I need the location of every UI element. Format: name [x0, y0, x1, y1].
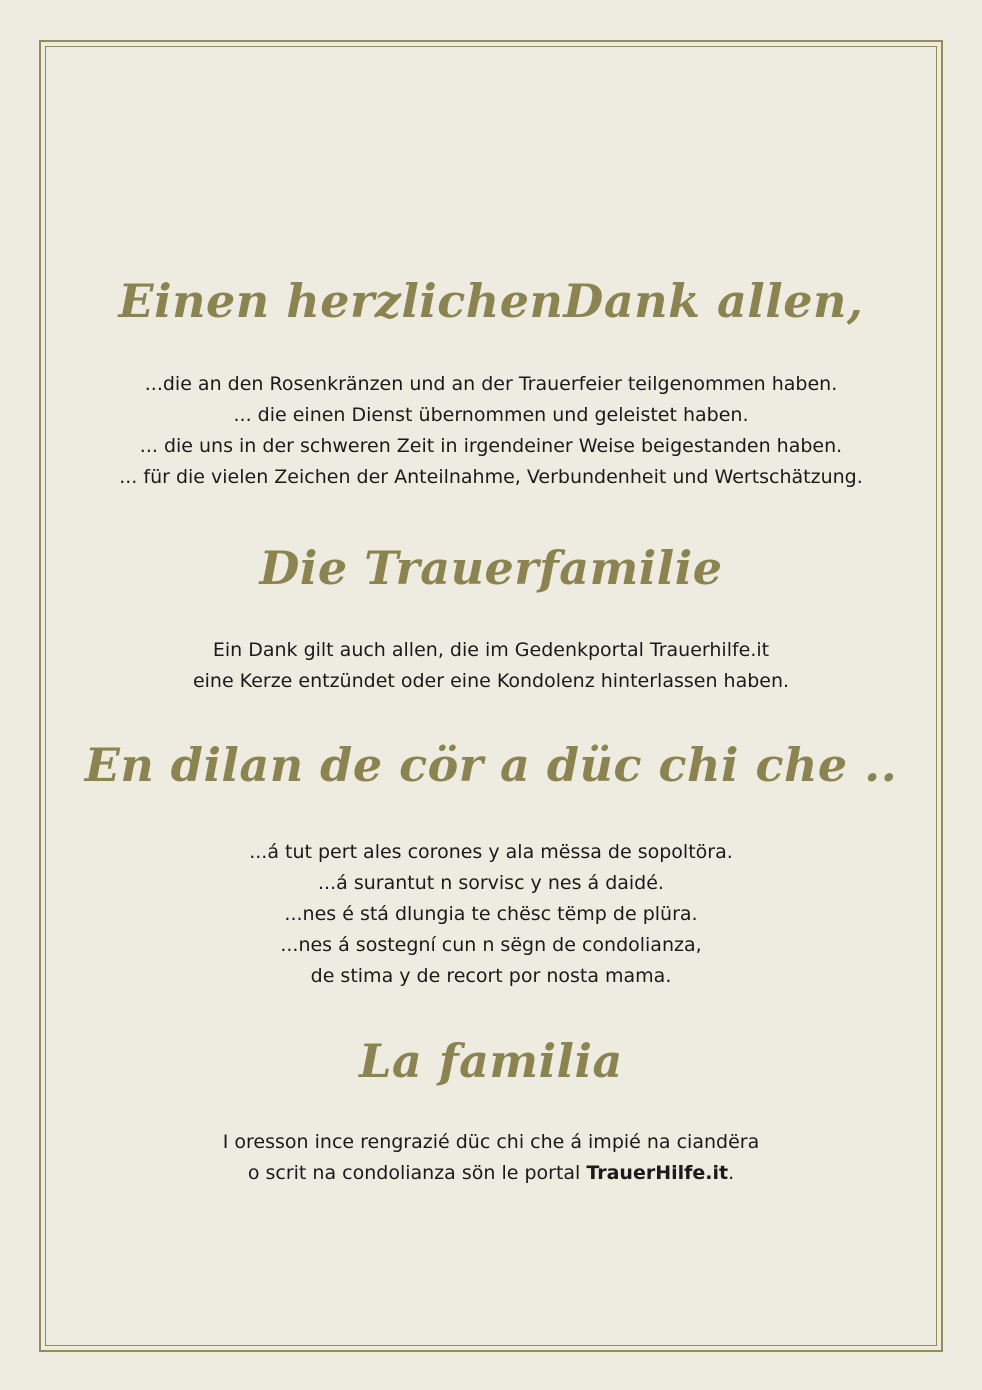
list-item: ...die an den Rosenkränzen und an der Trauerfeier teilgenommen haben. [144, 373, 838, 395]
heading-german-family: Die Trauerfamilie [259, 541, 723, 595]
ladin-portal-note [0, 1127, 982, 1189]
list-item: Ein Dank gilt auch allen, die im Gedenkportal Trauerhilfe.it [212, 639, 770, 661]
list-item: ... für die vielen Zeichen der Anteilnahme, Verbundenheit und Wertschätzung. [119, 466, 863, 488]
list-item: ...á surantut n sorvisc y nes á daidé. [318, 872, 664, 894]
list-item: ... die einen Dienst übernommen und geleistet haben. [233, 404, 749, 426]
list-item: I oresson ince rengrazié düc chi che á impié na ciandëra [222, 1131, 760, 1153]
portal-text: o scrit na condolianza sön le portal [247, 1162, 587, 1184]
german-portal-note [0, 635, 982, 697]
portal-period: . [728, 1162, 735, 1184]
heading-german-thanks: Einen herzlichenDank allen, [118, 274, 864, 328]
german-thanks-list [0, 369, 982, 493]
ladin-thanks-list [0, 837, 982, 992]
list-item: de stima y de recort por nosta mama. [310, 965, 672, 987]
portal-name: TrauerHilfe.it [586, 1162, 729, 1184]
list-item: ...nes á sostegní cun n sëgn de condolianza, [280, 934, 702, 956]
heading-ladin-thanks: En dilan de cör a düc chi che .. [84, 738, 898, 792]
heading-ladin-family: La familia [359, 1034, 623, 1088]
list-item: ... die uns in der schweren Zeit in irgendeiner Weise beigestanden haben. [139, 435, 843, 457]
list-item: ...nes é stá dlungia te chësc tëmp de plüra. [284, 903, 698, 925]
list-item: eine Kerze entzündet oder eine Kondolenz hinterlassen haben. [192, 670, 790, 692]
list-item: ...á tut pert ales corones y ala mëssa de sopoltöra. [249, 841, 733, 863]
list-item [0, 1158, 982, 1189]
